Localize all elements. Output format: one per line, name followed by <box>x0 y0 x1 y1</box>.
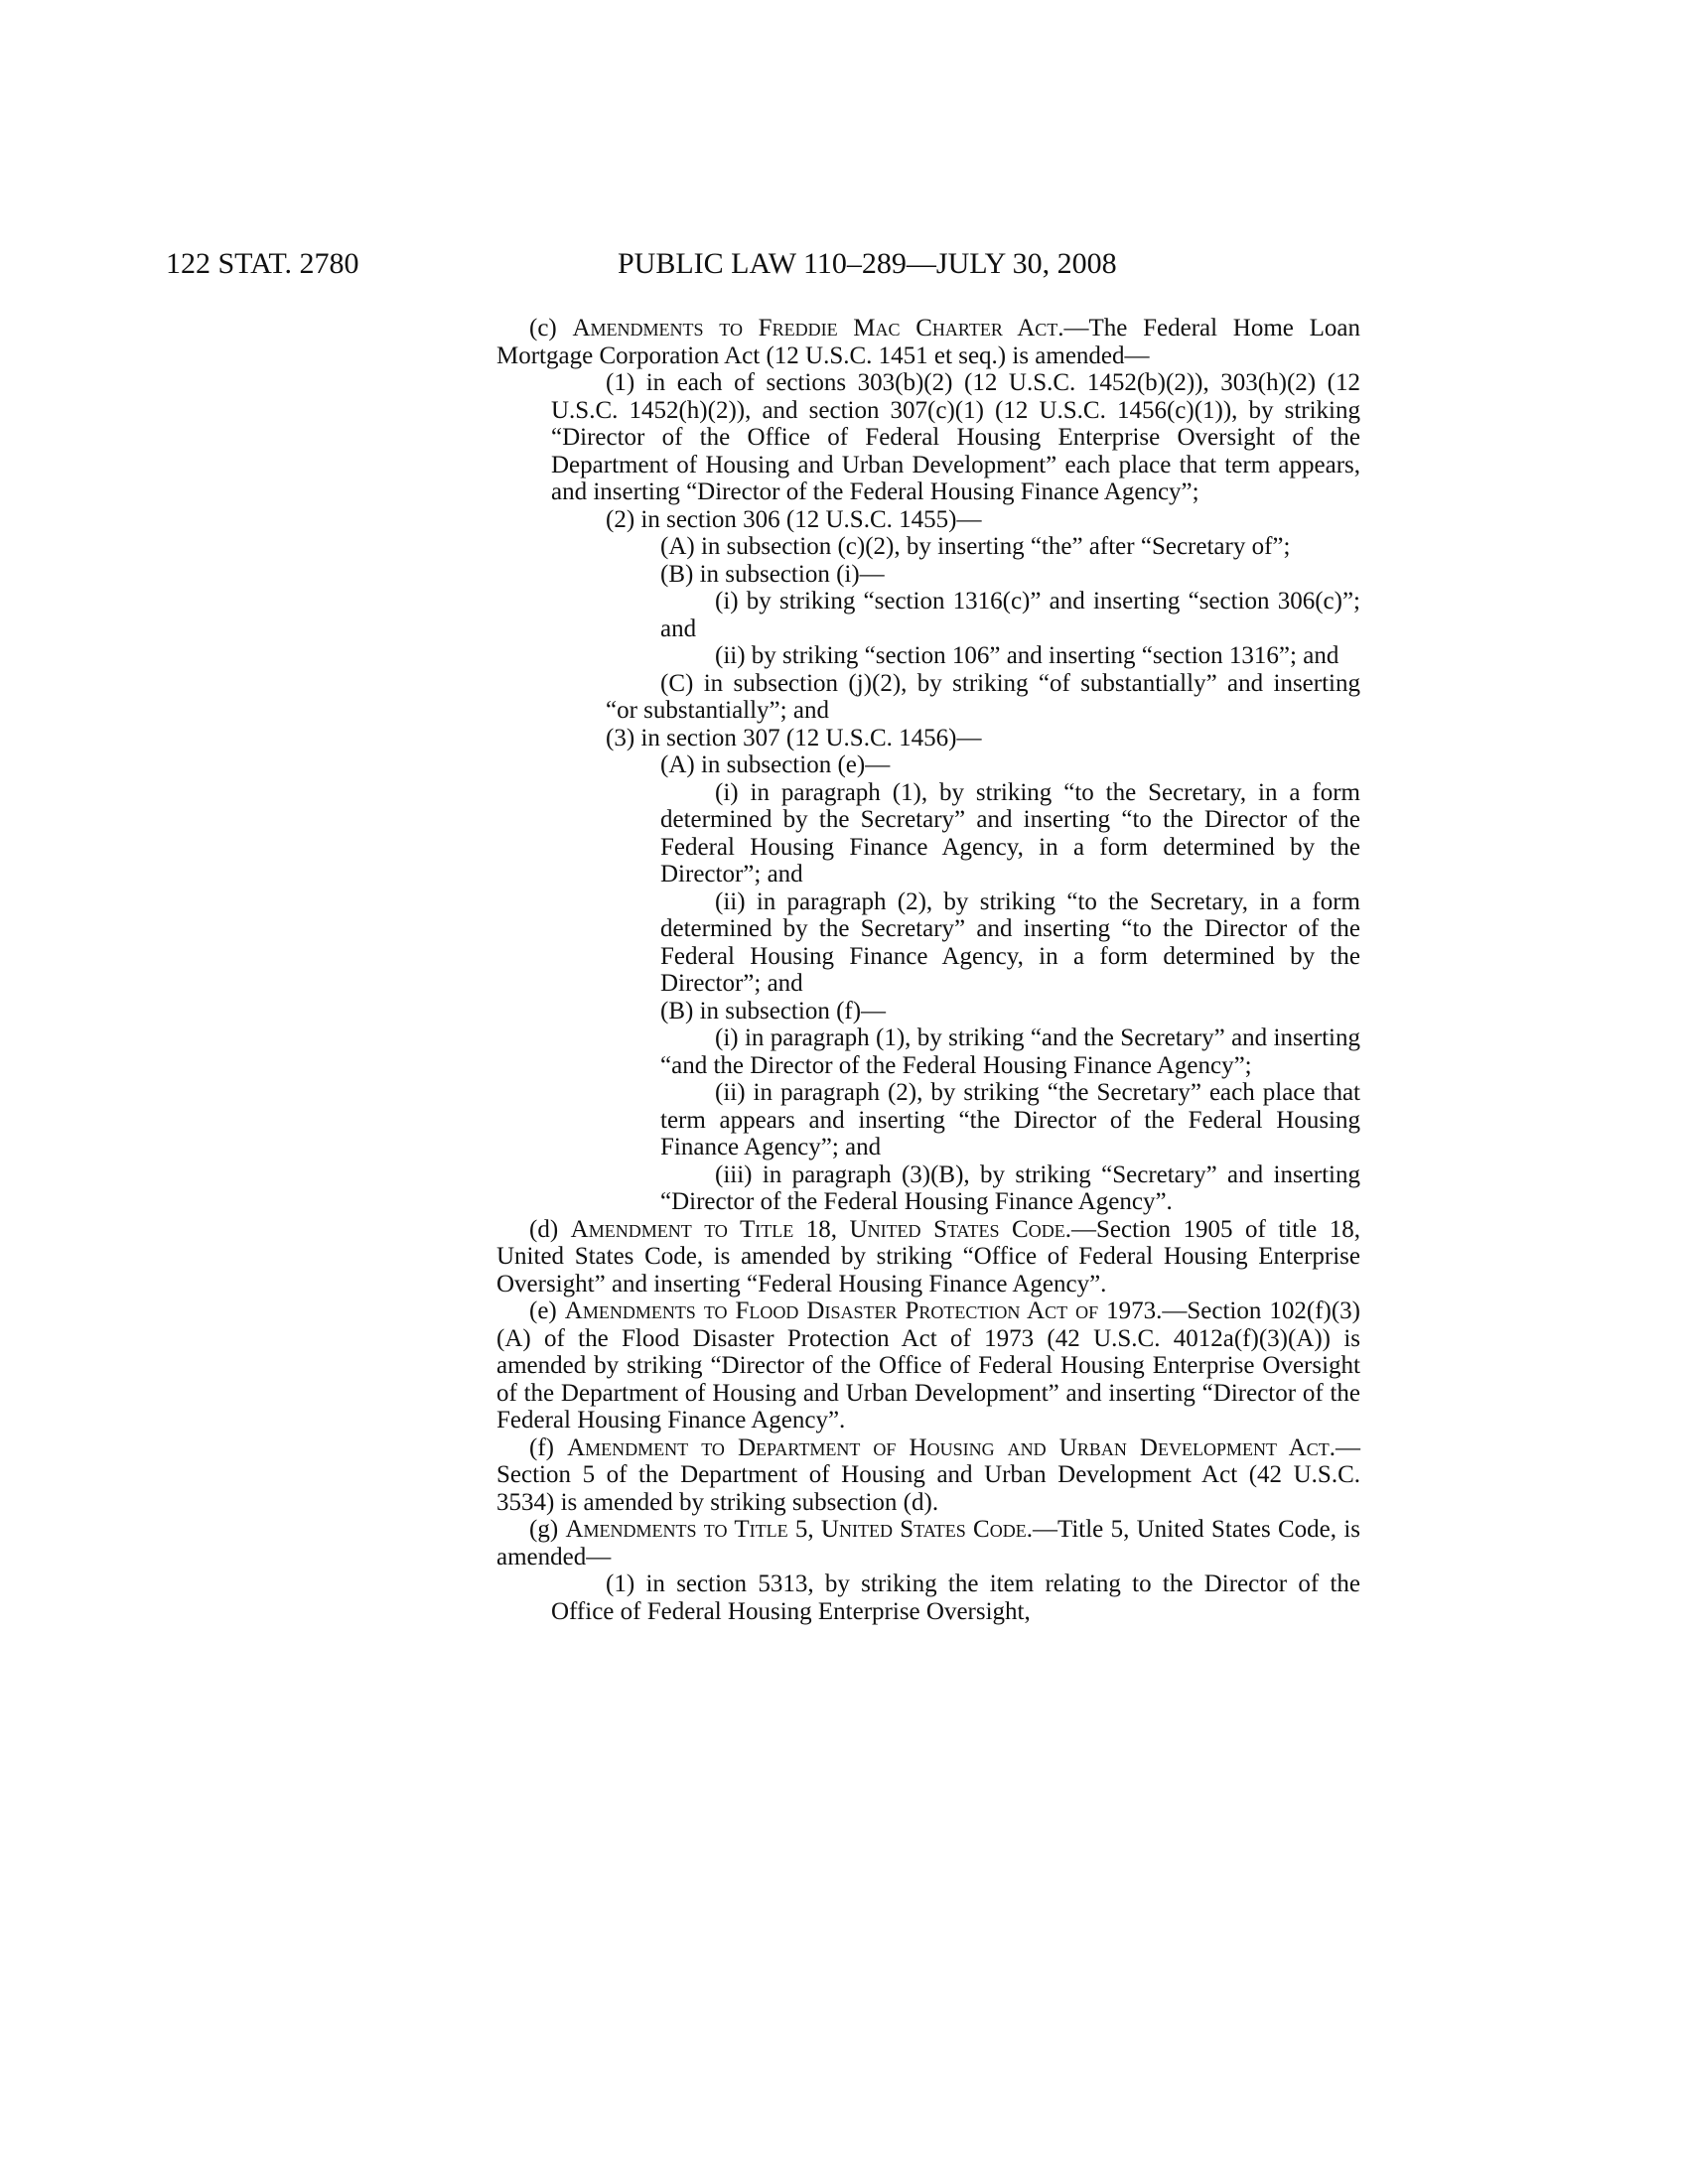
clause-c-3-a-ii: (ii) in paragraph (2), by striking “to the Secretary, in a form determined by the Secretary” and inserting “to the Director of the Federal Housing Finance Agency, in a form determined by the Director”; and <box>660 887 1360 997</box>
page-header <box>0 244 1688 284</box>
subparagraph-c-3-b: (B) in subsection (f)— <box>660 997 887 1024</box>
public-law-title: PUBLIC LAW 110–289—JULY 30, 2008 <box>618 247 1117 280</box>
statute-page-reference: 122 STAT. 2780 <box>166 247 359 280</box>
subsection-heading: Amendments to Title 5, United States Code. <box>565 1516 1033 1543</box>
subsection-c: (c) Amendments to Freddie Mac Charter Act.—The Federal Home Loan Mortgage Corporation Act (12 U.S.C. 1451 et seq.) is amended— <box>496 315 1361 369</box>
clause-c-3-b-iii: (iii) in paragraph (3)(B), by striking “Secretary” and inserting “Director of the Federal Housing Finance Agency”. <box>660 1160 1360 1215</box>
subsection-heading: Amendment to Department of Housing and Urban Development Act. <box>567 1433 1336 1461</box>
clause-c-3-b-ii: (ii) in paragraph (2), by striking “the Secretary” each place that term appears and inserting “the Director of the Federal Housing Finance Agency”; and <box>660 1079 1360 1160</box>
clause-c-2-b-i: (i) by striking “section 1316(c)” and inserting “section 306(c)”; and <box>660 588 1360 642</box>
subparagraph-c-2-b: (B) in subsection (i)— <box>660 560 885 588</box>
subsection-heading: Amendment to Title 18, United States Code. <box>570 1215 1071 1243</box>
subsection-heading: Amendments to Flood Disaster Protection Act of 1973. <box>564 1297 1163 1324</box>
paragraph-c-3: (3) in section 307 (12 U.S.C. 1456)— <box>606 724 982 751</box>
subparagraph-c-3-a: (A) in subsection (e)— <box>660 751 891 778</box>
subparagraph-c-2-c: (C) in subsection (j)(2), by striking “of substantially” and inserting “or substantially”; and <box>606 669 1360 724</box>
paragraph-g-1: (1) in section 5313, by striking the item relating to the Director of the Office of Federal Housing Enterprise Oversight, <box>551 1570 1360 1625</box>
clause-c-2-b-ii: (ii) by striking “section 106” and inserting “section 1316”; and <box>715 642 1339 669</box>
clause-c-3-b-i: (i) in paragraph (1), by striking “and the Secretary” and inserting “and the Director of the Federal Housing Finance Agency”; <box>660 1024 1360 1079</box>
subsection-g: (g) Amendments to Title 5, United States Code.—Title 5, United States Code, is amended— <box>496 1516 1360 1570</box>
document-body <box>496 315 1360 1625</box>
clause-c-3-a-i: (i) in paragraph (1), by striking “to the Secretary, in a form determined by the Secretary” and inserting “to the Director of the Federal Housing Finance Agency, in a form determined by the Director”; and <box>660 778 1360 887</box>
paragraph-c-1: (1) in each of sections 303(b)(2) (12 U.S.C. 1452(b)(2)), 303(h)(2) (12 U.S.C. 1452(h)(2)), and section 307(c)(1) (12 U.S.C. 1456(c)(1)), by striking “Director of the Office of Federal Housing Enterprise Oversight of the Department of Housing and Urban Development” each place that term appears, and inserting “Director of the Federal Housing Finance Agency”; <box>551 369 1360 505</box>
subsection-f: (f) Amendment to Department of Housing and Urban Development Act.—Section 5 of the Department of Housing and Urban Development Act (42 U.S.C. 3534) is amended by striking subsection (d). <box>496 1433 1360 1516</box>
subparagraph-c-2-a: (A) in subsection (c)(2), by inserting “the” after “Secretary of”; <box>660 533 1291 560</box>
subsection-heading: Amendments to Freddie Mac Charter Act. <box>572 315 1064 341</box>
paragraph-c-2: (2) in section 306 (12 U.S.C. 1455)— <box>606 505 982 533</box>
subsection-d: (d) Amendment to Title 18, United States Code.—Section 1905 of title 18, United States Code, is amended by striking “Office of Federal Housing Enterprise Oversight” and inserting “Federal Housing Finance Agency”. <box>496 1215 1360 1297</box>
subsection-e: (e) Amendments to Flood Disaster Protection Act of 1973.—Section 102(f)(3)(A) of the Flood Disaster Protection Act of 1973 (42 U.S.C. 4012a(f)(3)(A)) is amended by striking “Director of the Office of Federal Housing Enterprise Oversight of the Department of Housing and Urban Development” and inserting “Director of the Federal Housing Finance Agency”. <box>496 1297 1361 1433</box>
